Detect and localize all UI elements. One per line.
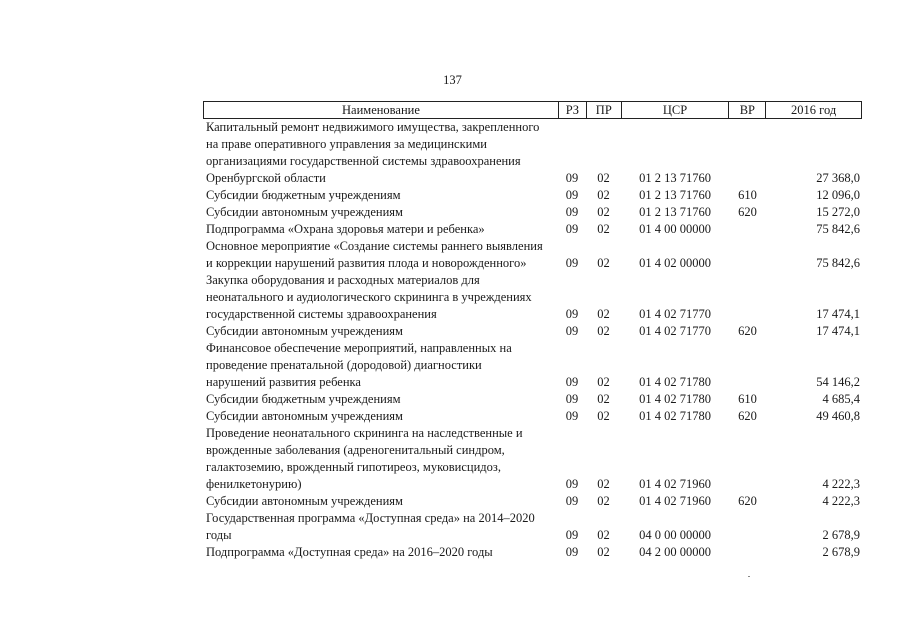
scan-speck: [748, 576, 750, 577]
table-row: [203, 187, 862, 204]
budget-table: [203, 101, 862, 561]
row-csr: 01 4 02 71960: [639, 494, 711, 508]
row-pr: 02: [597, 256, 610, 270]
row-name-line: врожденные заболевания (адреногенитальный синдром,: [206, 443, 505, 457]
row-csr: 01 4 02 71960: [639, 477, 711, 491]
row-name: [203, 425, 558, 493]
row-sum: 27 368,0: [816, 171, 860, 185]
header-pr: ПР: [586, 102, 621, 118]
row-name: [203, 272, 558, 323]
row-pr: 02: [597, 409, 610, 423]
row-name: [203, 391, 558, 408]
row-name: [203, 493, 558, 510]
row-name-line: Государственная программа «Доступная среда» на 2014–2020: [206, 511, 535, 525]
row-name-line: Субсидии автономным учреждениям: [206, 205, 403, 219]
row-csr: 01 4 02 71780: [639, 392, 711, 406]
table-row: [203, 544, 862, 561]
row-vr: 610: [738, 392, 757, 406]
row-name-line: неонатального и аудиологического скрининга в учреждениях: [206, 290, 532, 304]
row-name-line: Субсидии бюджетным учреждениям: [206, 188, 401, 202]
row-vr: 620: [738, 494, 757, 508]
row-name-line: Основное мероприятие «Создание системы раннего выявления: [206, 239, 543, 253]
header-name: Наименование: [342, 103, 420, 117]
row-name-line: фенилкетонурию): [206, 477, 302, 491]
row-rz: 09: [565, 545, 579, 559]
row-pr: 02: [597, 205, 610, 219]
row-pr: 02: [597, 188, 610, 202]
row-csr: 01 4 02 71780: [639, 375, 711, 389]
table-row: [203, 238, 862, 272]
row-name-line: нарушений развития ребенка: [206, 375, 361, 389]
row-vr: 620: [738, 324, 757, 338]
row-rz: 09: [565, 477, 579, 491]
table-row: [203, 425, 862, 493]
row-pr: 02: [597, 528, 610, 542]
row-name: [203, 187, 558, 204]
row-name-line: галактоземию, врожденный гипотиреоз, муковисцидоз,: [206, 460, 501, 474]
row-rz: 09: [565, 375, 579, 389]
row-csr: 01 4 02 71770: [639, 307, 711, 321]
row-name-line: организациями государственной системы здравоохранения: [206, 154, 521, 168]
row-name: [203, 544, 558, 561]
row-sum: 49 460,8: [816, 409, 860, 423]
row-name: [203, 238, 558, 272]
row-pr: 02: [597, 375, 610, 389]
row-rz: 09: [565, 188, 579, 202]
row-pr: 02: [597, 477, 610, 491]
row-rz: 09: [565, 307, 579, 321]
row-csr: 04 0 00 00000: [639, 528, 711, 542]
row-name-line: на праве оперативного управления за медицинскими: [206, 137, 487, 151]
row-name-line: Субсидии бюджетным учреждениям: [206, 392, 401, 406]
row-name-line: Закупка оборудования и расходных материалов для: [206, 273, 480, 287]
row-name: [203, 119, 558, 187]
row-sum: 15 272,0: [816, 205, 860, 219]
row-sum: 17 474,1: [816, 324, 860, 338]
row-pr: 02: [597, 307, 610, 321]
header-vr: ВР: [728, 102, 765, 118]
row-rz: 09: [565, 392, 579, 406]
row-rz: 09: [565, 528, 579, 542]
row-sum: 75 842,6: [816, 222, 860, 236]
row-name-line: Оренбургской области: [206, 171, 326, 185]
row-name-line: проведение пренатальной (дородовой) диагностики: [206, 358, 482, 372]
header-csr: ЦСР: [621, 102, 729, 118]
row-pr: 02: [597, 392, 610, 406]
table-row: [203, 493, 862, 510]
row-sum: 4 222,3: [822, 477, 860, 491]
row-csr: 01 4 02 00000: [639, 256, 711, 270]
table-row: [203, 204, 862, 221]
row-pr: 02: [597, 494, 610, 508]
row-rz: 09: [565, 256, 579, 270]
row-name-line: Субсидии автономным учреждениям: [206, 324, 403, 338]
row-csr: 01 4 02 71780: [639, 409, 711, 423]
row-pr: 02: [597, 324, 610, 338]
row-rz: 09: [565, 494, 579, 508]
row-rz: 09: [565, 222, 579, 236]
row-name-line: Подпрограмма «Доступная среда» на 2016–2020 годы: [206, 545, 493, 559]
row-sum: 4 685,4: [822, 392, 860, 406]
row-csr: 01 4 02 71770: [639, 324, 711, 338]
table-row: [203, 340, 862, 391]
row-name-line: Субсидии автономным учреждениям: [206, 494, 403, 508]
row-name-line: Финансовое обеспечение мероприятий, направленных на: [206, 341, 512, 355]
row-sum: 54 146,2: [816, 375, 860, 389]
row-rz: 09: [565, 409, 579, 423]
row-name-line: Подпрограмма «Охрана здоровья матери и ребенка»: [206, 222, 485, 236]
row-sum: 17 474,1: [816, 307, 860, 321]
row-name-line: государственной системы здравоохранения: [206, 307, 437, 321]
table-row: [203, 272, 862, 323]
row-csr: 01 2 13 71760: [639, 188, 711, 202]
row-sum: 4 222,3: [822, 494, 860, 508]
row-rz: 09: [565, 205, 579, 219]
row-sum: 2 678,9: [822, 528, 860, 542]
row-sum: 12 096,0: [816, 188, 860, 202]
row-pr: 02: [597, 545, 610, 559]
table-header: [203, 101, 862, 119]
row-pr: 02: [597, 222, 610, 236]
row-csr: 01 2 13 71760: [639, 205, 711, 219]
row-rz: 09: [565, 171, 579, 185]
page-number: 137: [443, 73, 462, 87]
row-vr: 620: [738, 205, 757, 219]
row-name-line: и коррекции нарушений развития плода и новорожденного»: [206, 256, 527, 270]
row-rz: 09: [565, 324, 579, 338]
row-name: [203, 340, 558, 391]
row-csr: 01 2 13 71760: [639, 171, 711, 185]
row-name: [203, 221, 558, 238]
row-name-line: Субсидии автономным учреждениям: [206, 409, 403, 423]
row-csr: 01 4 00 00000: [639, 222, 711, 236]
row-name-line: годы: [206, 528, 232, 542]
table-row: [203, 391, 862, 408]
table-row: [203, 510, 862, 544]
row-pr: 02: [597, 171, 610, 185]
table-row: [203, 323, 862, 340]
row-name-line: Капитальный ремонт недвижимого имущества, закрепленного: [206, 120, 540, 134]
table-row: [203, 408, 862, 425]
table-body: [203, 119, 862, 561]
row-sum: 2 678,9: [822, 545, 860, 559]
header-sum: 2016 год: [765, 102, 861, 118]
header-rz: РЗ: [558, 102, 586, 118]
table-row: [203, 221, 862, 238]
row-name: [203, 204, 558, 221]
row-vr: 620: [738, 409, 757, 423]
table-row: [203, 119, 862, 187]
row-name: [203, 323, 558, 340]
row-name: [203, 408, 558, 425]
row-vr: 610: [738, 188, 757, 202]
row-csr: 04 2 00 00000: [639, 545, 711, 559]
row-sum: 75 842,6: [816, 256, 860, 270]
row-name-line: Проведение неонатального скрининга на наследственные и: [206, 426, 523, 440]
row-name: [203, 510, 558, 544]
